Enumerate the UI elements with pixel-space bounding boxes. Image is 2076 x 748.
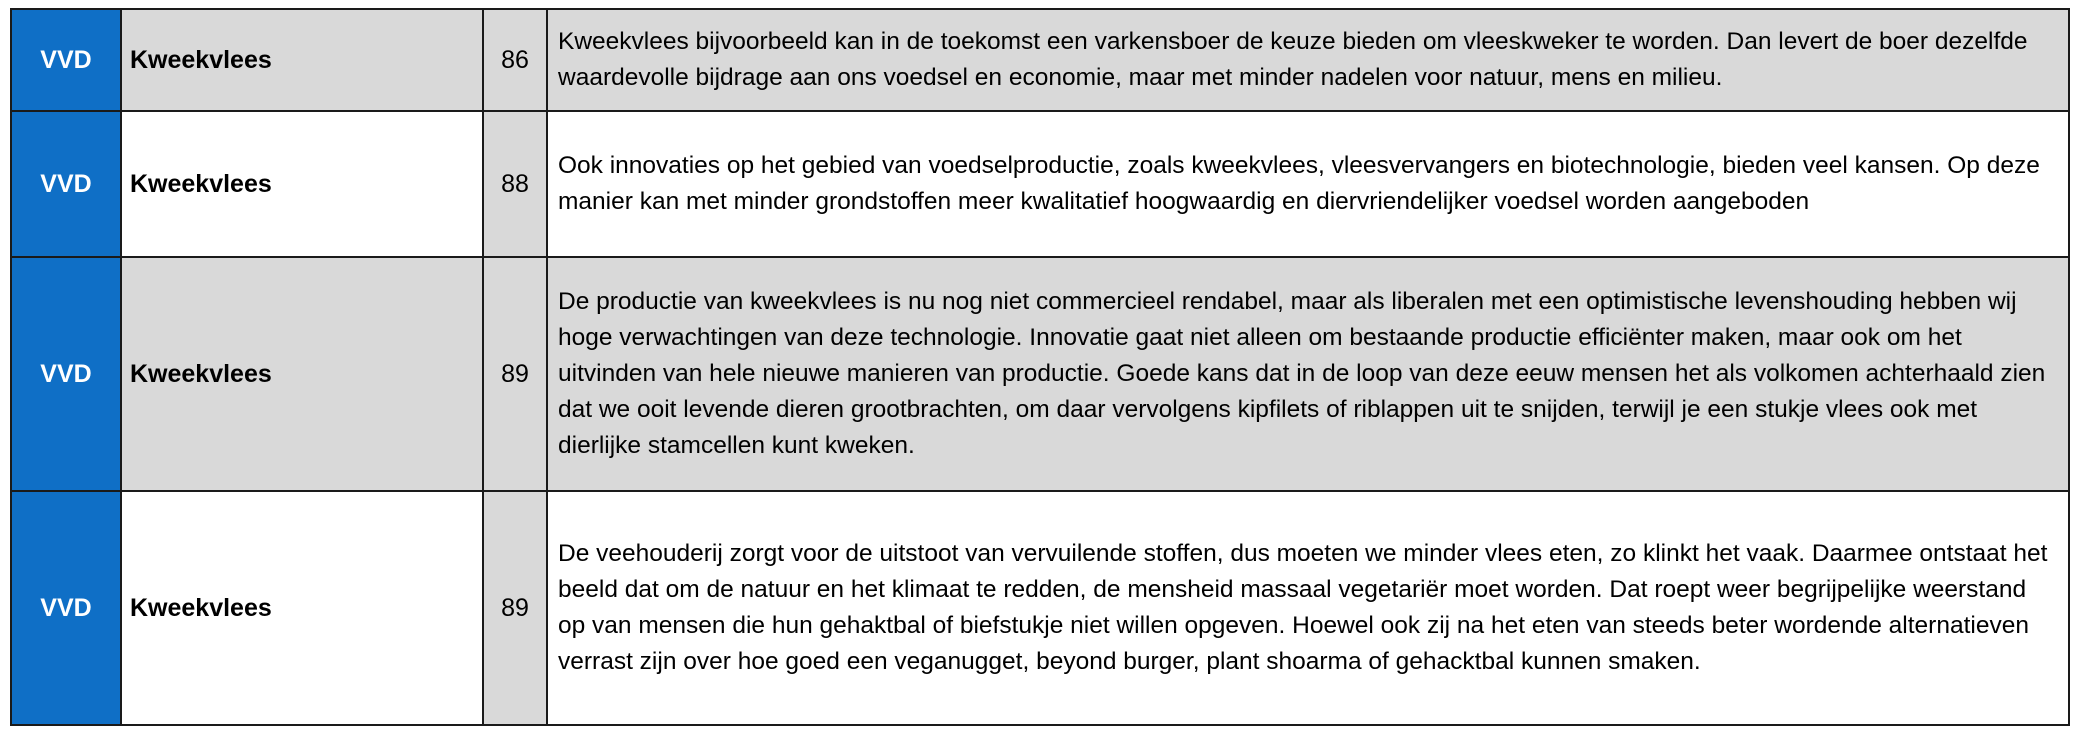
- quote-text-cell[interactable]: De productie van kweekvlees is nu nog niet commercieel rendabel, maar als liberalen met een optimistische levenshouding hebben wij hoge verwachtingen van deze technologie. Innovatie gaat niet alleen om bestaande productie efficiënter maken, maar ook om het uitvinden van hele nieuwe manieren van productie. Goede kans dat in de loop van deze eeuw mensen het als volkomen achterhaald zien dat we ooit levende dieren grootbrachten, om daar vervolgens kipfilets of riblappen uit te snijden, terwijl je een stukje vlees ook met dierlijke stamcellen kunt kweken.: [547, 257, 2069, 491]
- topic-cell[interactable]: Kweekvlees: [121, 257, 483, 491]
- spreadsheet: [10, 8, 2068, 726]
- page-number-cell[interactable]: 89: [483, 491, 547, 725]
- party-cell[interactable]: VVD: [11, 257, 121, 491]
- party-cell[interactable]: VVD: [11, 491, 121, 725]
- topic-cell[interactable]: Kweekvlees: [121, 491, 483, 725]
- party-cell[interactable]: VVD: [11, 9, 121, 111]
- page-number-cell[interactable]: 88: [483, 111, 547, 257]
- topic-cell[interactable]: Kweekvlees: [121, 111, 483, 257]
- table-row: [11, 111, 2069, 257]
- page-number-cell[interactable]: 86: [483, 9, 547, 111]
- table-row: [11, 491, 2069, 725]
- table-row: [11, 9, 2069, 111]
- quote-text-cell[interactable]: Ook innovaties op het gebied van voedselproductie, zoals kweekvlees, vleesvervangers en biotechnologie, bieden veel kansen. Op deze manier kan met minder grondstoffen meer kwalitatief hoogwaardig en diervriendelijker voedsel worden aangeboden: [547, 111, 2069, 257]
- table-row: [11, 257, 2069, 491]
- party-cell[interactable]: VVD: [11, 111, 121, 257]
- quote-text-cell[interactable]: Kweekvlees bijvoorbeeld kan in de toekomst een varkensboer de keuze bieden om vleeskweker te worden. Dan levert de boer dezelfde waardevolle bijdrage aan ons voedsel en economie, maar met minder nadelen voor natuur, mens en milieu.: [547, 9, 2069, 111]
- quotes-table: [10, 8, 2070, 726]
- quote-text-cell[interactable]: De veehouderij zorgt voor de uitstoot van vervuilende stoffen, dus moeten we minder vlees eten, zo klinkt het vaak. Daarmee ontstaat het beeld dat om de natuur en het klimaat te redden, de mensheid massaal vegetariër moet worden. Dat roept weer begrijpelijke weerstand op van mensen die hun gehaktbal of biefstukje niet willen opgeven. Hoewel ook zij na het eten van steeds beter wordende alternatieven verrast zijn over hoe goed een veganugget, beyond burger, plant shoarma of gehacktbal kunnen smaken.: [547, 491, 2069, 725]
- page-number-cell[interactable]: 89: [483, 257, 547, 491]
- topic-cell[interactable]: Kweekvlees: [121, 9, 483, 111]
